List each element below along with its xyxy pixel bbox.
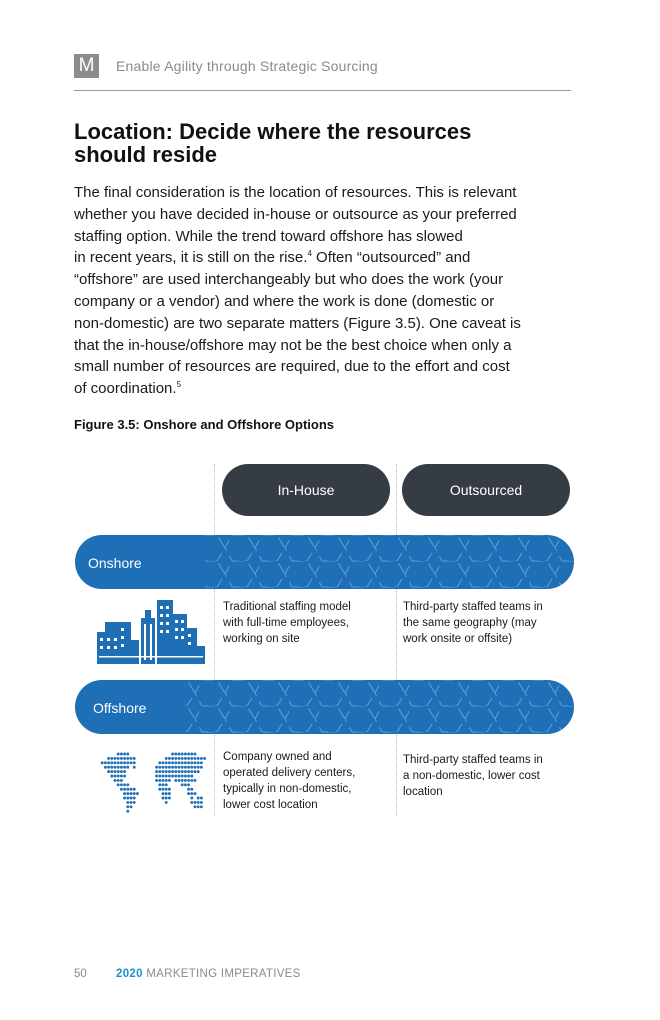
- map-dot: [126, 753, 129, 756]
- footnote-ref[interactable]: 4: [307, 249, 312, 259]
- map-dot: [158, 783, 161, 786]
- map-dot: [181, 757, 184, 760]
- map-dot: [190, 775, 193, 778]
- map-dot: [117, 753, 120, 756]
- dotted-world-map-icon: [97, 752, 207, 816]
- map-dot: [197, 801, 200, 804]
- map-dot: [194, 770, 197, 773]
- body-line: that the in-house/offshore may not be the best choice when only a: [74, 336, 512, 354]
- footer-year: 2020: [116, 968, 143, 980]
- map-dot: [165, 775, 168, 778]
- map-dot: [194, 766, 197, 769]
- map-dot: [158, 775, 161, 778]
- map-dot: [197, 805, 200, 808]
- cell-line: operated delivery centers,: [223, 767, 356, 779]
- cell-offshore-in-house: [223, 749, 388, 813]
- map-dot: [126, 766, 129, 769]
- map-dot: [181, 766, 184, 769]
- map-dot: [136, 792, 139, 795]
- cell-offshore-outsourced: [403, 752, 568, 800]
- map-dot: [171, 753, 174, 756]
- map-dot: [171, 775, 174, 778]
- map-dot: [162, 779, 165, 782]
- map-dot: [200, 801, 203, 804]
- map-dot: [130, 757, 133, 760]
- map-dot: [126, 792, 129, 795]
- map-dot: [187, 757, 190, 760]
- map-dot: [187, 792, 190, 795]
- map-dot: [187, 766, 190, 769]
- map-dot: [110, 761, 113, 764]
- map-dot: [165, 757, 168, 760]
- map-dot: [158, 788, 161, 791]
- map-dot: [155, 779, 158, 782]
- map-dot: [110, 775, 113, 778]
- map-dot: [197, 770, 200, 773]
- map-dot: [200, 761, 203, 764]
- map-dot: [126, 783, 129, 786]
- map-dot: [130, 805, 133, 808]
- header-divider: [74, 90, 571, 91]
- map-dot: [190, 753, 193, 756]
- map-dot: [104, 761, 107, 764]
- map-dot: [178, 757, 181, 760]
- map-dot: [184, 766, 187, 769]
- map-dot: [178, 775, 181, 778]
- map-dot: [194, 779, 197, 782]
- map-dot: [203, 757, 206, 760]
- brand-logo: M: [74, 54, 99, 78]
- map-dot: [123, 775, 126, 778]
- map-dot: [178, 766, 181, 769]
- map-dot: [158, 766, 161, 769]
- figure-caption: Figure 3.5: Onshore and Offshore Options: [74, 417, 335, 432]
- map-dot: [114, 770, 117, 773]
- cell-line: typically in non-domestic,: [223, 783, 352, 795]
- map-dot: [197, 766, 200, 769]
- map-dot: [117, 783, 120, 786]
- map-dot: [184, 775, 187, 778]
- map-dot: [194, 761, 197, 764]
- map-dot: [104, 766, 107, 769]
- map-dot: [165, 788, 168, 791]
- map-dot: [117, 757, 120, 760]
- map-dot: [158, 770, 161, 773]
- map-dot: [133, 801, 136, 804]
- map-dot: [197, 757, 200, 760]
- map-dot: [123, 788, 126, 791]
- section-title-line: Location: Decide where the resources: [74, 119, 472, 144]
- map-dot: [123, 797, 126, 800]
- body-line: staffing option. While the trend toward offshore has slowed: [74, 227, 463, 245]
- map-dot: [107, 770, 110, 773]
- map-dot: [174, 757, 177, 760]
- map-dot: [117, 770, 120, 773]
- body-line-part: of coordination.: [74, 380, 177, 398]
- map-dot: [123, 770, 126, 773]
- hex-pattern: [75, 680, 574, 734]
- body-line: [74, 247, 574, 269]
- map-dot: [114, 761, 117, 764]
- map-dot: [190, 757, 193, 760]
- map-dot: [187, 770, 190, 773]
- map-dot: [171, 766, 174, 769]
- body-line-part: Often “outsourced” and: [311, 249, 471, 267]
- map-dot: [168, 775, 171, 778]
- cell-onshore-in-house: [223, 599, 388, 647]
- page-number: 50: [74, 968, 87, 980]
- map-dot: [194, 805, 197, 808]
- map-dot: [162, 775, 165, 778]
- map-dot: [107, 766, 110, 769]
- map-dot: [168, 797, 171, 800]
- cell-line: with full-time employees,: [223, 617, 349, 629]
- map-dot: [114, 775, 117, 778]
- map-dot: [155, 775, 158, 778]
- map-dot: [187, 753, 190, 756]
- map-dot: [133, 766, 136, 769]
- map-dot: [190, 797, 193, 800]
- cell-line: the same geography (may: [403, 617, 537, 629]
- map-dot: [126, 805, 129, 808]
- map-dot: [184, 770, 187, 773]
- map-dot: [110, 766, 113, 769]
- cell-line: Third-party staffed teams in: [403, 754, 543, 766]
- body-line-part: in recent years, it is still on the rise.: [74, 249, 308, 267]
- map-dot: [123, 757, 126, 760]
- map-dot: [123, 792, 126, 795]
- map-dot: [194, 757, 197, 760]
- map-dot: [162, 788, 165, 791]
- map-dot: [165, 783, 168, 786]
- map-dot: [181, 753, 184, 756]
- map-dot: [126, 810, 129, 813]
- map-dot: [184, 761, 187, 764]
- map-dot: [114, 757, 117, 760]
- map-dot: [120, 753, 123, 756]
- map-dot: [174, 766, 177, 769]
- map-dot: [181, 770, 184, 773]
- map-dot: [184, 779, 187, 782]
- map-dot: [178, 761, 181, 764]
- map-dot: [194, 753, 197, 756]
- cell-line: Third-party staffed teams in: [403, 601, 543, 613]
- map-dot: [162, 770, 165, 773]
- map-dot: [200, 797, 203, 800]
- map-dot: [187, 779, 190, 782]
- map-dot: [178, 753, 181, 756]
- map-dot: [162, 797, 165, 800]
- map-dot: [123, 753, 126, 756]
- map-dot: [126, 761, 129, 764]
- map-dot: [187, 775, 190, 778]
- column-header-in-house: In-House: [222, 464, 390, 516]
- map-dot: [181, 783, 184, 786]
- map-dot: [184, 753, 187, 756]
- map-dot: [120, 761, 123, 764]
- body-paragraph: [74, 182, 574, 400]
- map-dot: [181, 775, 184, 778]
- row-label-onshore: Onshore: [88, 555, 142, 571]
- map-dot: [184, 757, 187, 760]
- map-dot: [200, 805, 203, 808]
- map-dot: [168, 792, 171, 795]
- map-dot: [165, 797, 168, 800]
- map-dot: [174, 770, 177, 773]
- map-dot: [120, 770, 123, 773]
- map-dot: [165, 801, 168, 804]
- map-dot: [165, 770, 168, 773]
- map-dot: [168, 788, 171, 791]
- map-dot: [165, 779, 168, 782]
- map-dot: [168, 770, 171, 773]
- map-dot: [133, 792, 136, 795]
- map-dot: [171, 770, 174, 773]
- map-dot: [110, 770, 113, 773]
- body-line: “offshore” are used interchangeably but who does the work (your: [74, 271, 504, 289]
- row-label-offshore: Offshore: [93, 700, 147, 716]
- map-dot: [120, 779, 123, 782]
- map-dot: [168, 779, 171, 782]
- map-dot: [174, 779, 177, 782]
- cell-line: Traditional staffing model: [223, 601, 351, 613]
- map-dot: [114, 766, 117, 769]
- map-dot: [168, 766, 171, 769]
- body-line: whether you have decided in-house or outsource as your preferred: [74, 205, 517, 223]
- map-dot: [174, 753, 177, 756]
- map-dot: [162, 783, 165, 786]
- map-dot: [165, 792, 168, 795]
- footnote-ref[interactable]: 5: [176, 380, 182, 390]
- body-line: non-domestic) are two separate matters (Figure 3.5). One caveat is: [74, 314, 521, 332]
- map-dot: [190, 801, 193, 804]
- map-dot: [171, 757, 174, 760]
- map-dot: [120, 783, 123, 786]
- map-dot: [130, 788, 133, 791]
- map-dot: [101, 761, 104, 764]
- map-dot: [178, 770, 181, 773]
- map-dot: [174, 761, 177, 764]
- map-dot: [123, 783, 126, 786]
- body-line: [74, 378, 574, 400]
- map-dot: [197, 761, 200, 764]
- map-dot: [133, 761, 136, 764]
- map-dot: [190, 766, 193, 769]
- column-separator: [396, 464, 397, 816]
- map-dot: [133, 757, 136, 760]
- map-dot: [187, 788, 190, 791]
- section-title: [74, 120, 574, 166]
- column-separator: [214, 464, 215, 816]
- map-dot: [130, 797, 133, 800]
- map-dot: [200, 766, 203, 769]
- map-dot: [130, 792, 133, 795]
- body-line: company or a vendor) and where the work is done (domestic or: [74, 292, 495, 310]
- map-dot: [117, 766, 120, 769]
- footer-publication-title: [116, 968, 301, 980]
- map-dot: [190, 788, 193, 791]
- cell-line: work onsite or offsite): [403, 633, 513, 645]
- map-dot: [194, 801, 197, 804]
- map-dot: [114, 779, 117, 782]
- map-dot: [133, 797, 136, 800]
- section-title-line: should reside: [74, 142, 218, 167]
- map-dot: [190, 770, 193, 773]
- row-band-onshore: [75, 535, 574, 589]
- map-dot: [158, 779, 161, 782]
- map-dot: [190, 792, 193, 795]
- map-dot: [165, 761, 168, 764]
- map-dot: [126, 797, 129, 800]
- map-dot: [123, 761, 126, 764]
- map-dot: [133, 788, 136, 791]
- map-dot: [155, 766, 158, 769]
- map-dot: [120, 788, 123, 791]
- map-dot: [190, 779, 193, 782]
- map-dot: [158, 761, 161, 764]
- column-header-outsourced: Outsourced: [402, 464, 570, 516]
- map-dot: [165, 766, 168, 769]
- cell-line: a non-domestic, lower cost: [403, 770, 540, 782]
- cell-line: location: [403, 786, 443, 798]
- map-dot: [107, 757, 110, 760]
- city-buildings-icon: [97, 598, 205, 664]
- map-dot: [171, 761, 174, 764]
- map-dot: [178, 779, 181, 782]
- cell-line: Company owned and: [223, 751, 332, 763]
- map-dot: [155, 770, 158, 773]
- body-line: small number of resources are required, due to the effort and cost: [74, 358, 510, 376]
- map-dot: [107, 761, 110, 764]
- map-dot: [181, 779, 184, 782]
- map-dot: [168, 757, 171, 760]
- map-dot: [120, 757, 123, 760]
- map-dot: [126, 757, 129, 760]
- map-dot: [117, 779, 120, 782]
- map-dot: [181, 761, 184, 764]
- map-dot: [200, 757, 203, 760]
- map-dot: [130, 801, 133, 804]
- map-dot: [126, 788, 129, 791]
- running-header: Enable Agility through Strategic Sourcing: [116, 58, 378, 74]
- map-dot: [197, 797, 200, 800]
- map-dot: [187, 783, 190, 786]
- map-dot: [174, 775, 177, 778]
- map-dot: [117, 775, 120, 778]
- map-dot: [190, 761, 193, 764]
- cell-onshore-outsourced: [403, 599, 568, 647]
- map-dot: [126, 801, 129, 804]
- row-band-offshore: [75, 680, 574, 734]
- map-dot: [162, 766, 165, 769]
- map-dot: [130, 761, 133, 764]
- map-dot: [162, 792, 165, 795]
- footer-title-text: MARKETING IMPERATIVES: [146, 968, 301, 980]
- body-line: The final consideration is the location of resources. This is relevant: [74, 184, 517, 201]
- map-dot: [187, 761, 190, 764]
- map-dot: [120, 775, 123, 778]
- map-dot: [123, 766, 126, 769]
- map-dot: [194, 792, 197, 795]
- map-dot: [110, 757, 113, 760]
- cell-line: lower cost location: [223, 799, 318, 811]
- map-dot: [120, 766, 123, 769]
- map-dot: [168, 761, 171, 764]
- map-dot: [184, 783, 187, 786]
- map-dot: [162, 761, 165, 764]
- hex-pattern: [75, 535, 574, 589]
- cell-line: working on site: [223, 633, 300, 645]
- map-dot: [117, 761, 120, 764]
